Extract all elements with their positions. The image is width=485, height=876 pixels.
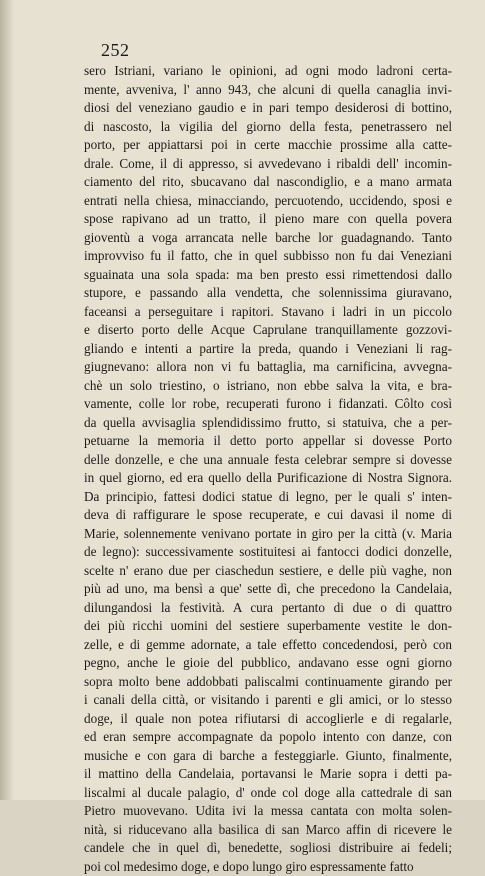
- text-line: gliando e intenti a partire la preda, quando i Veneziani li rag-: [84, 340, 452, 359]
- text-line: ed eran sempre accompagnate da popolo intento con danze, con: [84, 728, 452, 747]
- text-line: zelle, e di gemme adornate, a tale effetto concedendosi, però con: [84, 636, 452, 655]
- text-line: diosi del veneziano gaudio e in pari tempo desiderosi di bottino,: [84, 99, 452, 118]
- text-line: più ad uno, ma bensì a que' sette dì, che precedono la Candelaia,: [84, 580, 452, 599]
- text-line: di nascosto, la vigilia del giorno della festa, penetrassero nel: [84, 118, 452, 137]
- text-line: ciamento del rito, sbucavano dal nascondiglio, e a mano armata: [84, 173, 452, 192]
- text-line: delle donzelle, e che una annuale festa celebrar sempre si dovesse: [84, 451, 452, 470]
- text-line: musiche e con gara di barche a festeggiarle. Giunto, finalmente,: [84, 747, 452, 766]
- text-line: gioventù a voga arrancata nelle barche lor guadagnando. Tanto: [84, 229, 452, 248]
- text-line: petuarne la memoria il detto porto appellar si dovesse Porto: [84, 432, 452, 451]
- body-text: [84, 62, 452, 876]
- text-line: poi col medesimo doge, e dopo lungo giro espressamente fatto: [84, 858, 452, 876]
- text-line: liscalmi al ducale palagio, d' onde col doge alla cattedrale di san: [84, 784, 452, 803]
- text-line: de legno): successivamente sostituitesi ai fantocci dodici donzelle,: [84, 543, 452, 562]
- text-line: entrati nella chiesa, minacciando, percuotendo, uccidendo, sposi e: [84, 192, 452, 211]
- text-line: chè un solo triestino, o istriano, non ebbe salva la vita, e bra-: [84, 377, 452, 396]
- text-line: dei più ricchi uomini del sestiere superbamente vestite le don-: [84, 617, 452, 636]
- text-line: stupore, e passando alla vendetta, che solennissima giuravano,: [84, 284, 452, 303]
- text-line: spose rapivano ad un tratto, il pieno mare con quella povera: [84, 210, 452, 229]
- page-gutter-shadow: [0, 0, 14, 800]
- text-line: candele che in quel dì, benedette, sogliosi distribuire ai fedeli;: [84, 839, 452, 858]
- text-line: deva di raffigurare le spose recuperate, e cui davasi il nome di: [84, 506, 452, 525]
- text-line: dilungandosi la festività. A cura pertanto di due o di quattro: [84, 599, 452, 618]
- text-line: nità, si riducevano alla basilica di san Marco affin di ricevere le: [84, 821, 452, 840]
- text-line: drale. Come, il di appresso, si avvedevano i ribaldi dell' incomin-: [84, 155, 452, 174]
- text-line: sopra molto bene addobbati paliscalmi continuamente girando per: [84, 673, 452, 692]
- text-line: sero Istriani, variano le opinioni, ad ogni modo ladroni certa-: [84, 62, 452, 81]
- text-line: Marie, solennemente venivano portate in giro per la città (v. Maria: [84, 525, 452, 544]
- text-line: mente, avveniva, l' anno 943, che alcuni di quella canaglia invi-: [84, 81, 452, 100]
- text-line: da quella avvisaglia splendidissimo frutto, si statuiva, che a per-: [84, 414, 452, 433]
- text-line: Da principio, fattesi dodici statue di legno, per le quali s' inten-: [84, 488, 452, 507]
- text-line: scelte n' erano due per ciaschedun sestiere, e delle più vaghe, non: [84, 562, 452, 581]
- text-line: vamente, colle lor robe, recuperati furono i fidanzati. Côlto così: [84, 395, 452, 414]
- text-line: Pietro muovevano. Udita ivi la messa cantata con molta solen-: [84, 802, 452, 821]
- text-line: il mattino della Candelaia, portavansi le Marie sopra i detti pa-: [84, 765, 452, 784]
- text-line: in quel giorno, ed era quello della Purificazione di Nostra Signora.: [84, 469, 452, 488]
- text-line: improvviso fu il fatto, che in quel subbisso non fu dai Veneziani: [84, 247, 452, 266]
- text-line: porto, per appiattarsi poi in certe macchie prossime alla catte-: [84, 136, 452, 155]
- text-line: giugnevano: allora non vi fu battaglia, ma carnificina, avvegna-: [84, 358, 452, 377]
- text-line: i canali della città, or visitando i parenti e gli amici, or lo stesso: [84, 691, 452, 710]
- text-line: pegno, anche le gioie del pubblico, andavano esse ogni giorno: [84, 654, 452, 673]
- text-line: faceansi a perseguitare i rapitori. Stavano i ladri in un piccolo: [84, 303, 452, 322]
- text-line: e diserto porto delle Acque Caprulane tranquillamente gozzovi-: [84, 321, 452, 340]
- text-line: sguainata una sola spada: ma ben presto essi rimettendosi dallo: [84, 266, 452, 285]
- page-number: 252: [101, 40, 130, 61]
- text-line: doge, il quale non potea rifiutarsi di accoglierle e di regalarle,: [84, 710, 452, 729]
